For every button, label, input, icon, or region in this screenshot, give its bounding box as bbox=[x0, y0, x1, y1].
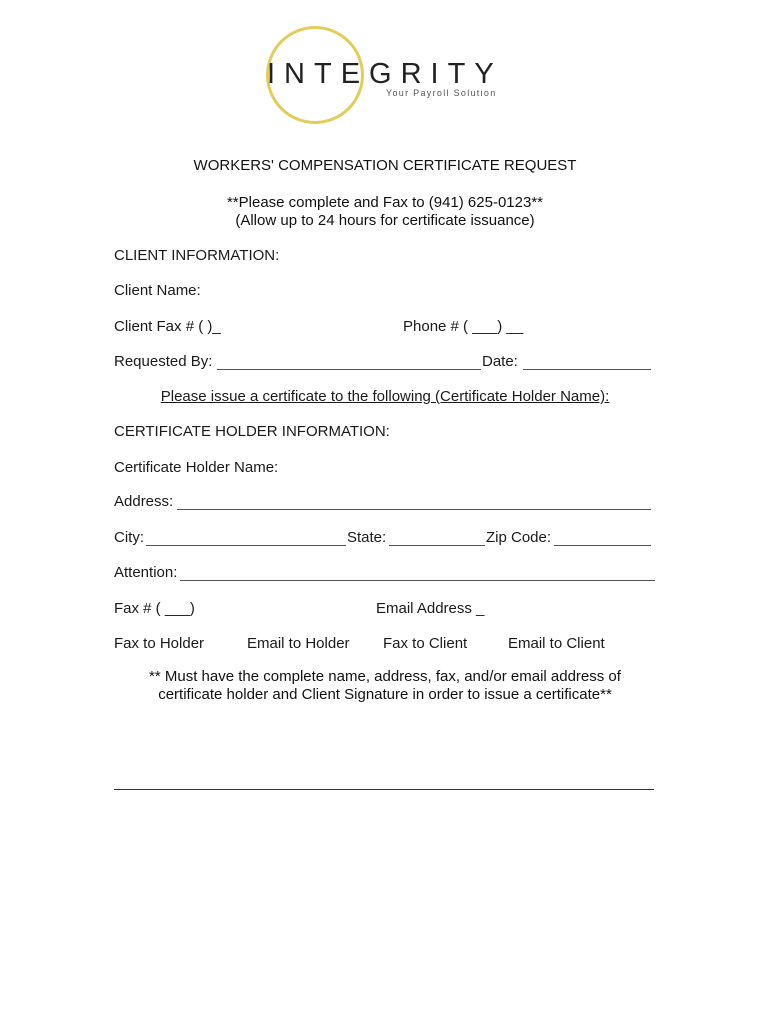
option-fax-to-client[interactable]: Fax to Client bbox=[383, 635, 468, 652]
fax-label: Fax # ( ___) bbox=[114, 600, 195, 617]
attention-label: Attention: bbox=[114, 564, 178, 581]
brand-name: INTEGRITY bbox=[267, 58, 503, 90]
requirement-note-line2: certificate holder and Client Signature in order to issue a certificate** bbox=[158, 686, 612, 703]
option-email-to-holder[interactable]: Email to Holder bbox=[247, 635, 350, 652]
requirement-note-line1: ** Must have the complete name, address, fax, and/or email address of bbox=[149, 668, 621, 685]
date-label: Date: bbox=[482, 353, 518, 370]
email-label: Email Address _ bbox=[376, 600, 485, 617]
signature-line[interactable] bbox=[114, 789, 654, 790]
address-field[interactable] bbox=[177, 509, 651, 510]
address-label: Address: bbox=[114, 493, 174, 510]
zip-field[interactable] bbox=[554, 545, 651, 546]
issue-instruction: Please issue a certificate to the following (Certificate Holder Name): bbox=[160, 388, 610, 405]
state-label: State: bbox=[347, 529, 387, 546]
option-fax-to-holder[interactable]: Fax to Holder bbox=[114, 635, 205, 652]
state-field[interactable] bbox=[389, 545, 485, 546]
requested-by-label: Requested By: bbox=[114, 353, 213, 370]
option-email-to-client[interactable]: Email to Client bbox=[508, 635, 605, 652]
attention-field[interactable] bbox=[180, 580, 655, 581]
city-label: City: bbox=[114, 529, 144, 546]
fax-instructions: **Please complete and Fax to (941) 625-0123** bbox=[226, 194, 544, 211]
requested-by-field[interactable] bbox=[217, 369, 481, 370]
phone-label: Phone # ( ___) __ bbox=[403, 318, 524, 335]
zip-label: Zip Code: bbox=[486, 529, 552, 546]
holder-name-label: Certificate Holder Name: bbox=[114, 459, 279, 476]
brand-tagline: Your Payroll Solution bbox=[386, 88, 497, 98]
client-info-heading: CLIENT INFORMATION: bbox=[114, 247, 280, 264]
allow-note: (Allow up to 24 hours for certificate issuance) bbox=[235, 212, 535, 229]
client-name-label: Client Name: bbox=[114, 282, 201, 299]
client-fax-label: Client Fax # ( )_ bbox=[114, 318, 221, 335]
form-title: WORKERS' COMPENSATION CERTIFICATE REQUEST bbox=[193, 157, 577, 174]
date-field[interactable] bbox=[523, 369, 651, 370]
holder-info-heading: CERTIFICATE HOLDER INFORMATION: bbox=[114, 423, 390, 440]
city-field[interactable] bbox=[146, 545, 346, 546]
